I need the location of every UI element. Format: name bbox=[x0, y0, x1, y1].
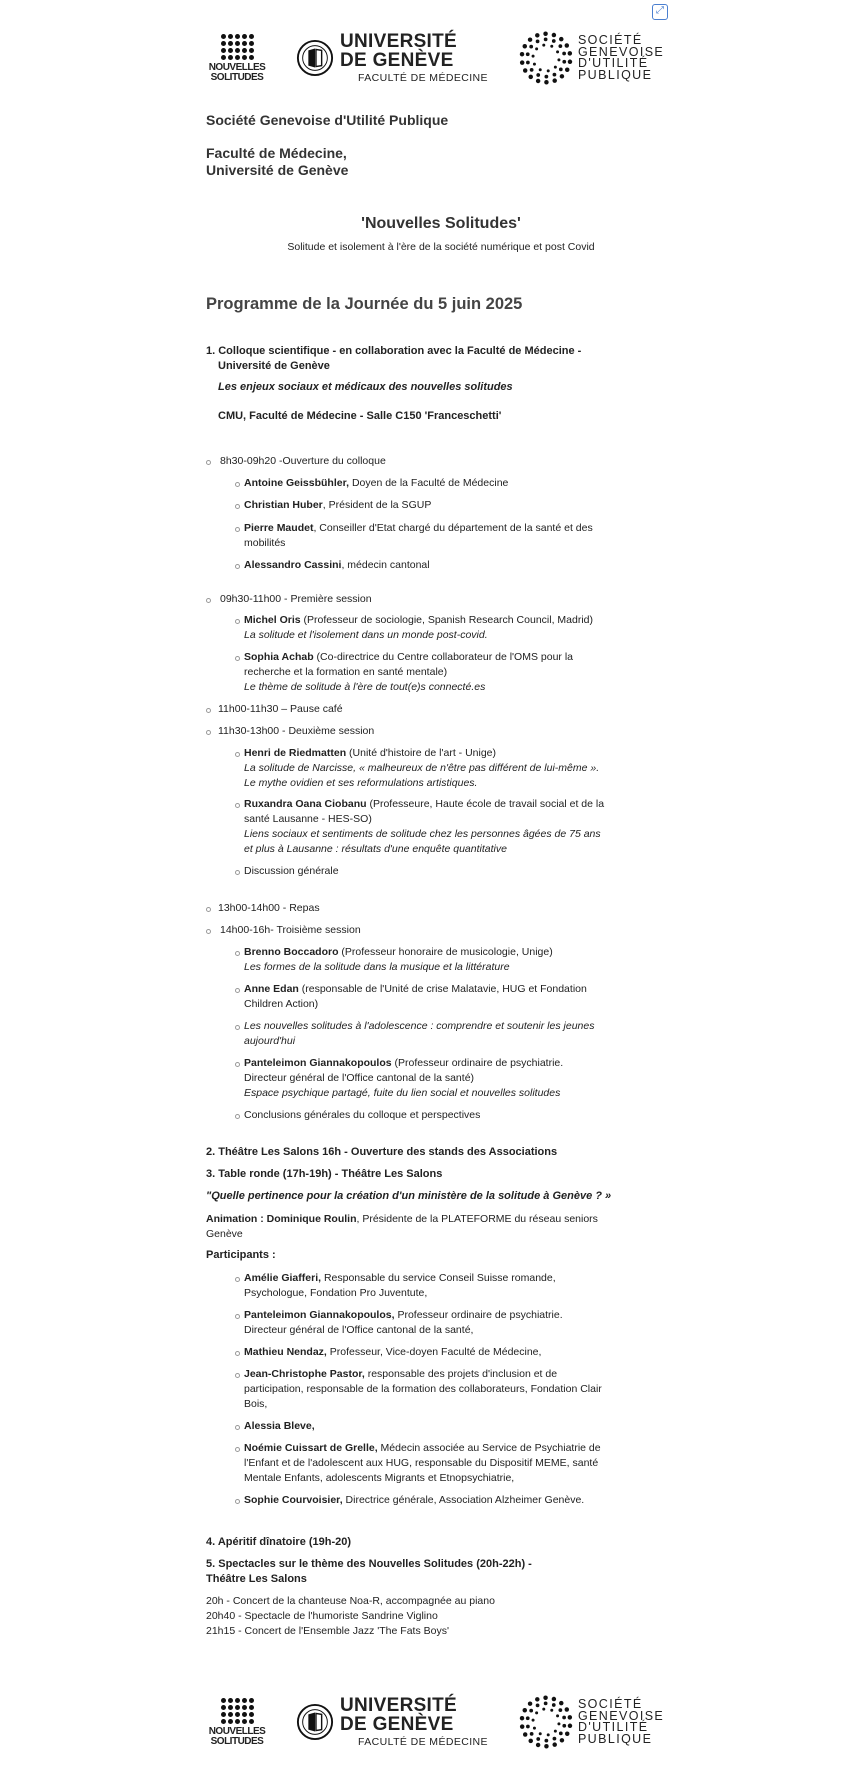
speaker-name: Antoine Geissbühler, bbox=[244, 477, 350, 489]
lunch-label: 13h00-14h00 - Repas bbox=[218, 902, 320, 914]
participant-role-cont2: Mentale Enfants, adolescents Migrants et Etnopsychiatrie, bbox=[244, 1472, 515, 1484]
sgup-line-1: SOCIÉTÉ bbox=[577, 1697, 643, 1711]
talk-title: La solitude de Narcisse, « malheureux de n'être pas différent de lui-même ». bbox=[244, 762, 600, 774]
section4-heading: 4. Apéritif dînatoire (19h-20) bbox=[206, 1536, 352, 1548]
logo-bar-top bbox=[206, 20, 664, 96]
participant-role-cont: participation, responsable de la formation des collaborateurs, Fondation Clair bbox=[244, 1383, 602, 1395]
speaker-role: , Conseiller d'Etat chargé du département de la santé et des bbox=[313, 522, 593, 534]
speaker-maudet bbox=[244, 521, 676, 551]
participant-name: Alessia Bleve, bbox=[244, 1420, 315, 1432]
ns-logo-text-2: SOLITUDES bbox=[210, 71, 264, 83]
speaker-name: Henri de Riedmatten bbox=[244, 747, 347, 759]
participant-giannakopoulos bbox=[244, 1308, 676, 1338]
unige-line-1: UNIVERSITÉ bbox=[340, 31, 458, 53]
talk-title-cont: aujourd'hui bbox=[244, 1035, 296, 1047]
talk-riedmatten bbox=[244, 746, 676, 791]
sgup-logo bbox=[518, 30, 664, 86]
conclusion-label: Conclusions générales du colloque et perspectives bbox=[244, 1109, 481, 1121]
speaker-role: (Professeure, Haute école de travail social et de la bbox=[366, 798, 605, 810]
participant-name: Panteleimon Giannakopoulos, bbox=[244, 1309, 395, 1321]
participant-role: Responsable du service Conseil Suisse romande, bbox=[321, 1272, 556, 1284]
ns-logo-text-1: NOUVELLES bbox=[208, 1725, 266, 1737]
section3-question: "Quelle pertinence pour la création d'un ministère de la solitude à Genève ? » bbox=[206, 1190, 612, 1202]
dotted-ring-icon bbox=[518, 1694, 574, 1750]
talk-giannakopoulos bbox=[244, 1056, 676, 1101]
org-sgup: Société Genevoise d'Utilité Publique bbox=[206, 112, 449, 128]
nouvelles-solitudes-logo-bottom bbox=[206, 1698, 268, 1747]
sgup-line-1: SOCIÉTÉ bbox=[577, 33, 643, 47]
participant-role: Professeur, Vice-doyen Faculté de Médecine, bbox=[326, 1346, 542, 1358]
speaker-name: Brenno Boccadoro bbox=[244, 946, 339, 958]
discussion-label: Discussion générale bbox=[244, 865, 339, 877]
show-item: 20h40 - Spectacle de l'humoriste Sandrine Viglino bbox=[206, 1610, 438, 1622]
participant-role-cont: Directeur général de l'Office cantonal de la santé, bbox=[244, 1324, 474, 1336]
section1-theme: Les enjeux sociaux et médicaux des nouvelles solitudes bbox=[218, 381, 513, 393]
sgup-logo-bottom bbox=[518, 1694, 664, 1750]
participant-role: Directrice générale, Association Alzheimer Genève. bbox=[342, 1494, 585, 1506]
section1-heading-line2: Université de Genève bbox=[218, 360, 330, 372]
speaker-role-cont: santé Lausanne - HES-SO) bbox=[244, 813, 372, 825]
ns-logo-text-2: SOLITUDES bbox=[210, 1735, 264, 1747]
show-item: 20h - Concert de la chanteuse Noa-R, accompagnée au piano bbox=[206, 1595, 495, 1607]
pause-slot bbox=[206, 702, 688, 717]
section5-heading-line2: Théâtre Les Salons bbox=[206, 1573, 307, 1585]
conclusion-item bbox=[244, 1108, 676, 1123]
participant-bleve bbox=[244, 1419, 676, 1434]
speaker-role: (responsable de l'Unité de crise Malatavie, HUG et Fondation bbox=[298, 983, 587, 995]
unige-line-3: FACULTÉ DE MÉDECINE bbox=[358, 1736, 488, 1749]
unige-seal-icon bbox=[296, 1703, 334, 1741]
event-subtitle: Solitude et isolement à l'ère de la société numérique et post Covid bbox=[287, 241, 595, 253]
speaker-name: Panteleimon Giannakopoulos bbox=[244, 1057, 392, 1069]
animation-role: , Présidente de la PLATEFORME du réseau seniors bbox=[356, 1213, 598, 1225]
unige-line-1: UNIVERSITÉ bbox=[340, 1695, 458, 1717]
animation-role-cont: Genève bbox=[206, 1228, 243, 1240]
speaker-role: (Professeur ordinaire de psychiatrie. bbox=[391, 1057, 564, 1069]
participants-label: Participants : bbox=[206, 1249, 276, 1261]
speaker-role-cont: mobilités bbox=[244, 537, 286, 549]
talk-title: La solitude et l'isolement dans un monde post-covid. bbox=[244, 629, 488, 641]
speaker-name: Michel Oris bbox=[244, 614, 301, 626]
participant-name: Mathieu Nendaz, bbox=[244, 1346, 327, 1358]
section2-heading: 2. Théâtre Les Salons 16h - Ouverture des stands des Associations bbox=[206, 1146, 558, 1158]
participant-name: Sophie Courvoisier, bbox=[244, 1494, 343, 1506]
section5-heading bbox=[206, 1557, 676, 1587]
speaker-role: (Co-directrice du Centre collaborateur de l'OMS pour la bbox=[313, 651, 573, 663]
participant-name: Amélie Giafferi, bbox=[244, 1272, 322, 1284]
speaker-name: Pierre Maudet bbox=[244, 522, 314, 534]
speaker-role: , médecin cantonal bbox=[341, 559, 430, 571]
participant-role-cont: l'Enfant et de l'adolescent aux HUG, responsable du Dispositif MEME, santé bbox=[244, 1457, 599, 1469]
participant-role: Professeur ordinaire de psychiatrie. bbox=[394, 1309, 563, 1321]
speaker-name: Anne Edan bbox=[244, 983, 299, 995]
logo-bar-bottom bbox=[206, 1684, 664, 1760]
speaker-role-cont: Directeur général de l'Office cantonal de la santé) bbox=[244, 1072, 475, 1084]
discussion-item bbox=[244, 864, 676, 879]
session3-label: 14h00-16h- Troisième session bbox=[220, 924, 361, 936]
opening-label: 8h30-09h20 -Ouverture du colloque bbox=[220, 455, 386, 467]
speaker-role: (Professeur honoraire de musicologie, Unige) bbox=[338, 946, 553, 958]
talk-adolescence bbox=[244, 1019, 676, 1049]
section1-heading-line1: 1. Colloque scientifique - en collaboration avec la Faculté de Médecine - bbox=[206, 345, 582, 357]
session3-slot bbox=[206, 923, 688, 938]
sgup-line-3: D'UTILITÉ bbox=[577, 1720, 649, 1734]
talk-achab bbox=[244, 650, 676, 695]
talk-title: Liens sociaux et sentiments de solitude chez les personnes âgées de 75 ans bbox=[244, 828, 601, 840]
participant-role: responsable des projets d'inclusion et de bbox=[364, 1368, 558, 1380]
speaker-huber bbox=[244, 498, 676, 513]
sgup-line-2: GENEVOISE bbox=[577, 44, 665, 59]
talk-title: Les formes de la solitude dans la musique et la littérature bbox=[244, 961, 510, 973]
sgup-line-2: GENEVOISE bbox=[577, 1708, 665, 1723]
speaker-name: Ruxandra Oana Ciobanu bbox=[244, 798, 367, 810]
participant-pastor bbox=[244, 1367, 676, 1412]
session1-slot bbox=[206, 592, 688, 607]
section3-animation bbox=[206, 1212, 676, 1242]
sgup-line-3: D'UTILITÉ bbox=[577, 56, 649, 70]
participant-courvoisier bbox=[244, 1493, 676, 1508]
speaker-name: Christian Huber bbox=[244, 499, 323, 511]
session2-label: 11h30-13h00 - Deuxième session bbox=[218, 725, 375, 737]
talk-title-cont: et plus à Lausanne : résultats d'une enquête quantitative bbox=[244, 843, 507, 855]
section3-heading: 3. Table ronde (17h-19h) - Théâtre Les Salons bbox=[206, 1168, 443, 1180]
talk-boccadoro bbox=[244, 945, 676, 975]
speaker-role: (Unité d'histoire de l'art - Unige) bbox=[346, 747, 497, 759]
dots-icon bbox=[206, 34, 268, 60]
talk-title: Les nouvelles solitudes à l'adolescence : comprendre et soutenir les jeunes bbox=[244, 1020, 595, 1032]
org-faculty-1: Faculté de Médecine, bbox=[206, 145, 347, 161]
animation-name: Animation : Dominique Roulin bbox=[206, 1213, 357, 1225]
speaker-role: , Président de la SGUP bbox=[322, 499, 432, 511]
participant-role: Médecin associée au Service de Psychiatrie de bbox=[377, 1442, 601, 1454]
nouvelles-solitudes-logo bbox=[206, 34, 268, 83]
dots-icon bbox=[206, 1698, 268, 1724]
sgup-line-4: PUBLIQUE bbox=[577, 67, 653, 82]
event-title: 'Nouvelles Solitudes' bbox=[361, 215, 521, 232]
unige-seal-icon bbox=[296, 39, 334, 77]
show-item: 21h15 - Concert de l'Ensemble Jazz 'The Fats Boys' bbox=[206, 1625, 449, 1637]
participant-cuissart bbox=[244, 1441, 676, 1486]
talk-edan bbox=[244, 982, 676, 1012]
talk-title: Espace psychique partagé, fuite du lien social et nouvelles solitudes bbox=[244, 1087, 561, 1099]
talk-ciobanu bbox=[244, 797, 676, 857]
unige-logo-bottom bbox=[296, 1696, 488, 1748]
unige-logo bbox=[296, 32, 488, 84]
speaker-geissbuhler bbox=[244, 476, 676, 491]
open-external-icon[interactable]: ⤢ bbox=[652, 4, 668, 20]
speaker-name: Alessandro Cassini bbox=[244, 559, 342, 571]
session1-label: 09h30-11h00 - Première session bbox=[220, 593, 372, 605]
session2-slot bbox=[206, 724, 688, 739]
org-faculty-2: Université de Genève bbox=[206, 162, 349, 178]
participant-role-cont: Psychologue, Fondation Pro Juventute, bbox=[244, 1287, 428, 1299]
programme-heading: Programme de la Journée du 5 juin 2025 bbox=[206, 295, 523, 313]
unige-line-3: FACULTÉ DE MÉDECINE bbox=[358, 72, 488, 85]
talk-title-cont: Le mythe ovidien et ses reformulations artistiques. bbox=[244, 777, 478, 789]
unige-line-2: DE GENÈVE bbox=[340, 50, 454, 72]
section5-heading-line1: 5. Spectacles sur le thème des Nouvelles Solitudes (20h-22h) - bbox=[206, 1558, 532, 1570]
speaker-role-cont: Children Action) bbox=[244, 998, 319, 1010]
ns-logo-text-1: NOUVELLES bbox=[208, 61, 266, 73]
section1-heading bbox=[206, 344, 676, 374]
pause-label: 11h00-11h30 – Pause café bbox=[218, 703, 343, 715]
participant-name: Noémie Cuissart de Grelle, bbox=[244, 1442, 378, 1454]
speaker-role: (Professeur de sociologie, Spanish Research Council, Madrid) bbox=[300, 614, 593, 626]
talk-title: Le thème de solitude à l'ère de tout(e)s connecté.es bbox=[244, 681, 486, 693]
opening-slot bbox=[206, 454, 688, 469]
sgup-line-4: PUBLIQUE bbox=[577, 1731, 653, 1746]
speaker-name: Sophia Achab bbox=[244, 651, 314, 663]
section1-venue: CMU, Faculté de Médecine - Salle C150 'Franceschetti' bbox=[218, 410, 502, 422]
participant-nendaz bbox=[244, 1345, 676, 1360]
participant-role-cont2: Bois, bbox=[244, 1398, 268, 1410]
shows-list bbox=[206, 1594, 676, 1639]
speaker-cassini bbox=[244, 558, 676, 573]
participant-name: Jean-Christophe Pastor, bbox=[244, 1368, 365, 1380]
unige-line-2: DE GENÈVE bbox=[340, 1714, 454, 1736]
speaker-role: Doyen de la Faculté de Médecine bbox=[349, 477, 509, 489]
speaker-role-cont: recherche et la formation en santé mentale) bbox=[244, 666, 448, 678]
dotted-ring-icon bbox=[518, 30, 574, 86]
participant-giafferi bbox=[244, 1271, 676, 1301]
lunch-slot bbox=[206, 901, 688, 916]
talk-oris bbox=[244, 613, 676, 643]
